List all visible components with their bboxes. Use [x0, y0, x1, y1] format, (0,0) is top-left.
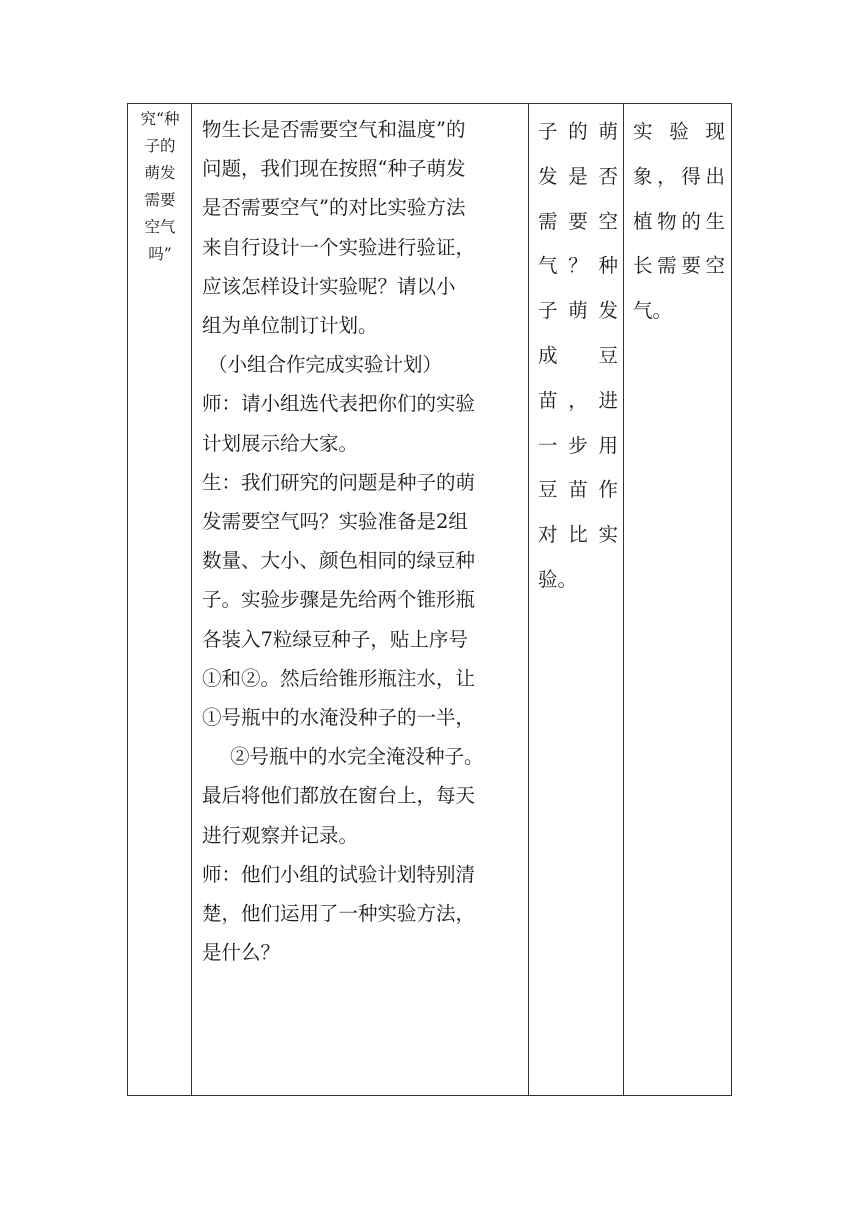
student-line: 子萌发 [538, 299, 618, 323]
activity-line: 是什么？ [202, 941, 281, 965]
activity-line: ①号瓶中的水淹没种子的一半， [202, 706, 476, 730]
intent-line: 长需要空 [633, 254, 725, 278]
activity-line: 是否需要空气”的对比实验方法 [202, 196, 466, 220]
activity-line: （小组合作完成实验计划） [208, 353, 443, 377]
intent-line: 实验现 [633, 120, 725, 143]
activity-line: ②号瓶中的水完全淹没种子。 [230, 745, 484, 769]
topic-line: 究“种 [140, 110, 180, 128]
intent-line: 象，得出 [633, 164, 725, 188]
activity-line: 物生长是否需要空气和温度”的 [202, 118, 466, 141]
activity-line: 各装入7粒绿豆种子，贴上序号 [202, 627, 468, 651]
activity-line: ①和②。然后给锥形瓶注水，让 [202, 666, 476, 690]
student-line: 苗，进 [538, 388, 618, 412]
activity-line: 楚，他们运用了一种实验方法， [202, 902, 476, 926]
activity-line: 师：请小组选代表把你们的实验 [202, 392, 476, 416]
activity-line: 最后将他们都放在窗台上，每天 [202, 784, 476, 808]
student-line: 气？种 [538, 254, 618, 278]
activity-line: 来自行设计一个实验进行验证， [202, 235, 476, 259]
activity-line: 应该怎样设计实验呢？请以小 [202, 274, 456, 298]
column-divider [623, 104, 624, 1095]
intent-cell [633, 110, 725, 334]
activity-line: 子。实验步骤是先给两个锥形瓶 [202, 588, 476, 612]
topic-cell [134, 106, 186, 268]
student-activity-cell [538, 110, 618, 603]
student-line: 对比实 [538, 523, 618, 547]
student-line: 豆苗作 [538, 478, 618, 502]
student-line: 发是否 [538, 164, 618, 188]
activity-line: 问题，我们现在按照“种子萌发 [202, 157, 466, 181]
lesson-table [127, 103, 732, 1096]
activity-line: 数量、大小、颜色相同的绿豆种 [202, 549, 476, 573]
topic-line: 空气 [144, 218, 176, 236]
topic-line: 萌发 [144, 164, 176, 182]
activity-line: 进行观察并记录。 [202, 823, 359, 847]
column-divider [191, 104, 192, 1095]
activity-line: 组为单位制订计划。 [202, 314, 378, 338]
activity-cell [202, 110, 524, 972]
student-line: 成 豆 [538, 343, 618, 367]
topic-line: 吗” [148, 245, 172, 263]
activity-line: 计划展示给大家。 [202, 431, 359, 455]
activity-line: 师：他们小组的试验计划特别清 [202, 862, 476, 886]
column-divider [528, 104, 529, 1095]
student-line: 一步用 [538, 433, 618, 457]
topic-line: 子的 [144, 137, 176, 155]
activity-line: 发需要空气吗？实验准备是2组 [202, 510, 468, 534]
student-line: 需要空 [538, 209, 618, 233]
intent-line: 植物的生 [633, 209, 725, 233]
student-line: 验。 [538, 567, 578, 591]
topic-line: 需要 [144, 191, 176, 209]
intent-line: 气。 [633, 299, 673, 323]
student-line: 子的萌 [538, 120, 618, 143]
activity-line: 生：我们研究的问题是种子的萌 [202, 470, 476, 494]
